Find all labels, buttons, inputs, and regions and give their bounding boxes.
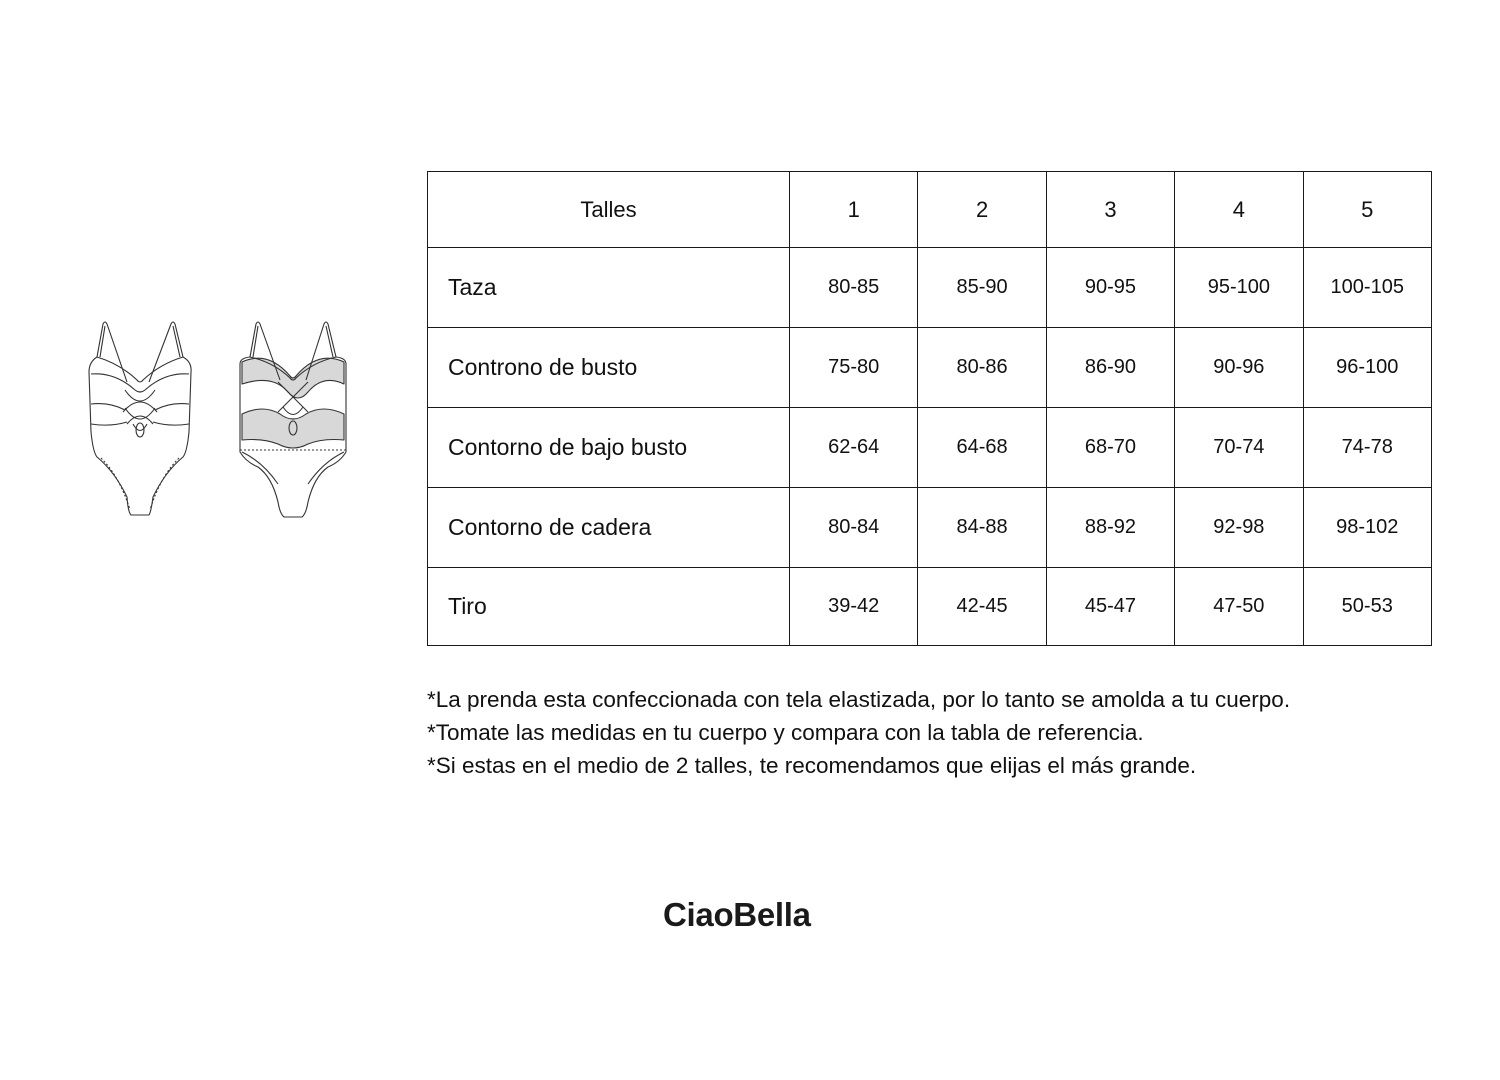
row-label: Contorno de bajo busto <box>428 408 790 488</box>
swimsuit-back-sketch <box>228 312 358 522</box>
table-cell: 80-84 <box>790 488 918 568</box>
table-cell: 84-88 <box>918 488 1046 568</box>
table-cell: 90-95 <box>1046 248 1174 328</box>
table-cell: 80-85 <box>790 248 918 328</box>
header-talles: Talles <box>428 172 790 248</box>
table-row <box>428 248 1432 328</box>
table-cell: 45-47 <box>1046 568 1174 646</box>
table-header-row <box>428 172 1432 248</box>
table-cell: 64-68 <box>918 408 1046 488</box>
row-label: Contorno de cadera <box>428 488 790 568</box>
table-row <box>428 328 1432 408</box>
table-cell: 68-70 <box>1046 408 1174 488</box>
row-label: Taza <box>428 248 790 328</box>
table-cell: 50-53 <box>1303 568 1431 646</box>
table-cell: 95-100 <box>1175 248 1303 328</box>
swimsuit-sketches <box>70 312 360 527</box>
note-line: *La prenda esta confeccionada con tela elastizada, por lo tanto se amolda a tu cuerpo. <box>427 687 1291 712</box>
table-cell: 74-78 <box>1303 408 1431 488</box>
table-cell: 96-100 <box>1303 328 1431 408</box>
row-label: Controno de busto <box>428 328 790 408</box>
header-size: 1 <box>790 172 918 248</box>
table-row <box>428 568 1432 646</box>
note-line: *Si estas en el medio de 2 talles, te recomendamos que elijas el más grande. <box>427 753 1197 778</box>
table-cell: 39-42 <box>790 568 918 646</box>
table-cell: 70-74 <box>1175 408 1303 488</box>
table-cell: 75-80 <box>790 328 918 408</box>
note-line: *Tomate las medidas en tu cuerpo y compara con la tabla de referencia. <box>427 720 1144 745</box>
table-cell: 90-96 <box>1175 328 1303 408</box>
table-cell: 86-90 <box>1046 328 1174 408</box>
header-size: 2 <box>918 172 1046 248</box>
table-cell: 100-105 <box>1303 248 1431 328</box>
table-row <box>428 488 1432 568</box>
table-cell: 42-45 <box>918 568 1046 646</box>
header-size: 3 <box>1046 172 1174 248</box>
header-size: 5 <box>1303 172 1431 248</box>
size-chart-table <box>427 171 1432 646</box>
swimsuit-front-sketch <box>75 312 205 522</box>
table-cell: 88-92 <box>1046 488 1174 568</box>
table-cell: 85-90 <box>918 248 1046 328</box>
header-size: 4 <box>1175 172 1303 248</box>
table-cell: 47-50 <box>1175 568 1303 646</box>
table-cell: 98-102 <box>1303 488 1431 568</box>
size-notes <box>427 683 1477 782</box>
table-cell: 80-86 <box>918 328 1046 408</box>
table-row <box>428 408 1432 488</box>
table-cell: 92-98 <box>1175 488 1303 568</box>
row-label: Tiro <box>428 568 790 646</box>
brand-logo: CiaoBella <box>663 896 811 933</box>
table-cell: 62-64 <box>790 408 918 488</box>
